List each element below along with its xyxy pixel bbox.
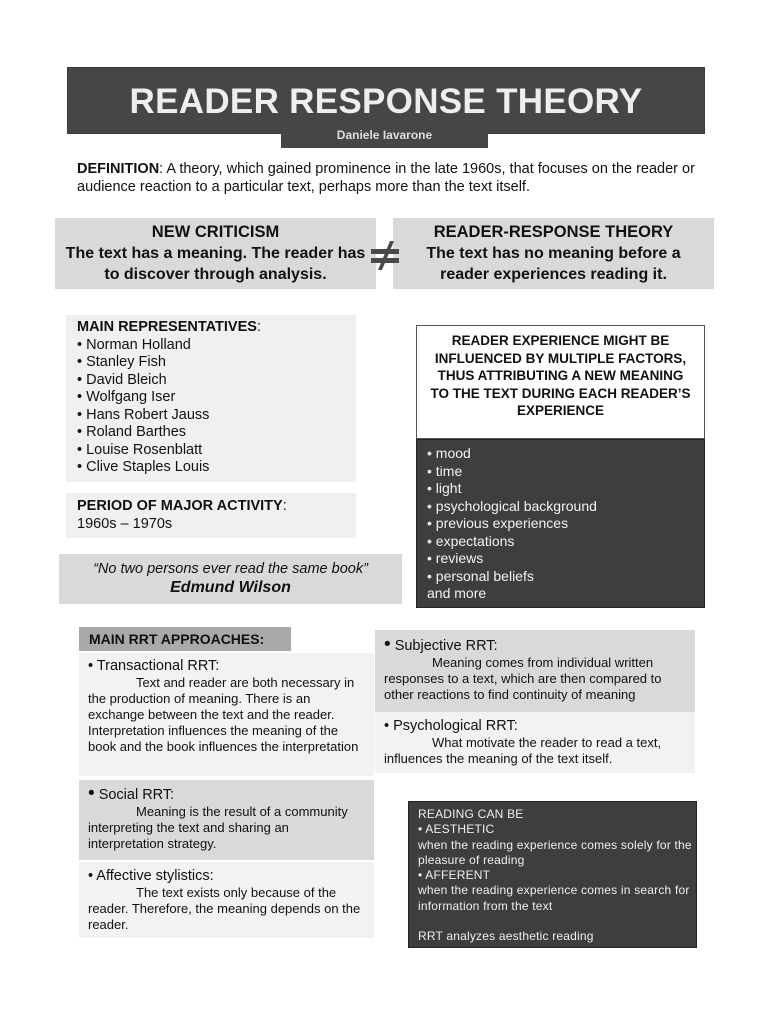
- factors-list: [416, 439, 705, 608]
- definition-label: DEFINITION: [77, 161, 160, 177]
- list-item: • expectations: [427, 532, 515, 549]
- reading-line: when the reading experience comes solely for the pleasure of reading: [418, 837, 692, 867]
- reading-line: when the reading experience comes in search for information from the text: [418, 883, 690, 913]
- factors-heading: READER EXPERIENCE MIGHT BE INFLUENCED BY MULTIPLE FACTORS, THUS ATTRIBUTING A NEW MEANING TO THE TEXT DURING EACH READER’S EXPERIENCE: [416, 325, 705, 439]
- psychological-rrt-title: • Psychological RRT:: [384, 718, 518, 734]
- list-item: • personal beliefs: [427, 567, 534, 584]
- list-item: • David Bleich: [77, 371, 167, 388]
- subjective-rrt-body: Meaning comes from individual written responses to a text, which are then compared to other reactions to find continuity of meaning: [384, 655, 662, 702]
- psychological-rrt-body: What motivate the reader to read a text, influences the meaning of the text itself.: [384, 735, 662, 766]
- list-item: • light: [427, 480, 462, 496]
- author-name: Daniele Iavarone: [281, 127, 488, 148]
- new-criticism-heading: NEW CRITICISM: [151, 223, 280, 241]
- affective-stylistics-title: • Affective stylistics:: [88, 868, 214, 884]
- list-item: • Wolfgang Iser: [77, 389, 176, 405]
- approaches-heading-text: MAIN RRT APPROACHES: [89, 631, 260, 647]
- not-equal-icon: [368, 238, 402, 272]
- list-item: • psychological background: [427, 497, 597, 514]
- reading-line: • AESTHETIC: [418, 822, 495, 837]
- representatives-box: [66, 315, 356, 482]
- list-item: and more: [427, 585, 487, 601]
- title-banner: [67, 67, 705, 134]
- period-label: PERIOD OF MAJOR ACTIVITY: [77, 498, 283, 514]
- subjective-rrt-title: Subjective RRT:: [394, 638, 498, 654]
- list-item: • Clive Staples Louis: [77, 459, 210, 475]
- approaches-heading-colon: :: [259, 631, 265, 647]
- list-item: • Hans Robert Jauss: [77, 406, 210, 423]
- subjective-rrt-box: [375, 630, 695, 712]
- period-colon: :: [282, 498, 287, 514]
- quote-author: Edmund Wilson: [170, 579, 291, 596]
- list-item: • mood: [427, 445, 471, 461]
- subjective-rrt-bullet: •: [384, 634, 391, 655]
- affective-stylistics-box: [79, 862, 374, 938]
- new-criticism-box: [55, 218, 376, 289]
- social-rrt-title: Social RRT:: [98, 787, 175, 803]
- representatives-colon: :: [256, 319, 261, 335]
- list-item: • Roland Barthes: [77, 424, 187, 440]
- reading-line: • AFFERENT: [418, 868, 491, 883]
- transactional-rrt-title: • Transactional RRT:: [88, 658, 220, 674]
- period-value: 1960s – 1970s: [77, 515, 173, 532]
- reader-response-text: The text has no meaning before a reader experiences reading it.: [426, 245, 681, 283]
- social-rrt-box: [79, 780, 374, 860]
- list-item: • Louise Rosenblatt: [77, 441, 203, 458]
- quote-text: “No two persons ever read the same book”: [93, 561, 368, 577]
- reader-response-heading: READER-RESPONSE THEORY: [433, 223, 674, 241]
- quote-box: [59, 554, 402, 604]
- reading-types-box: [408, 801, 697, 948]
- list-item: • Norman Holland: [77, 336, 191, 353]
- definition-paragraph: [77, 160, 697, 196]
- approaches-heading: [79, 627, 291, 651]
- transactional-rrt-box: [79, 653, 374, 776]
- list-item: • previous experiences: [427, 515, 569, 531]
- definition-text: : A theory, which gained prominence in the late 1960s, that focuses on the reader or audience reaction to a particular text, perhaps more than the text itself.: [77, 161, 695, 195]
- reading-line: READING CAN BE: [418, 807, 524, 821]
- list-item: • time: [427, 462, 463, 479]
- social-rrt-body: Meaning is the result of a community interpreting the text and sharing an interpretation strategy.: [88, 804, 348, 851]
- new-criticism-text: The text has a meaning. The reader has to discover through analysis.: [65, 245, 366, 283]
- list-item: • reviews: [427, 550, 484, 566]
- transactional-rrt-body: Text and reader are both necessary in the production of meaning. There is an exchange between the text and the reader. Interpretation influences the meaning of the book and the book influences the interpretation: [88, 675, 359, 754]
- social-rrt-bullet: •: [88, 783, 95, 804]
- affective-stylistics-body: The text exists only because of the reader. Therefore, the meaning depends on the reader.: [88, 885, 361, 932]
- representatives-heading: MAIN REPRESENTATIVES: [77, 319, 257, 335]
- reader-response-box: [393, 218, 714, 289]
- page-title: READER RESPONSE THEORY: [129, 82, 643, 121]
- spacer: [418, 914, 696, 929]
- reading-footer: RRT analyzes aesthetic reading: [418, 929, 594, 944]
- period-box: [66, 493, 356, 538]
- list-item: • Stanley Fish: [77, 354, 166, 370]
- psychological-rrt-box: [375, 712, 695, 773]
